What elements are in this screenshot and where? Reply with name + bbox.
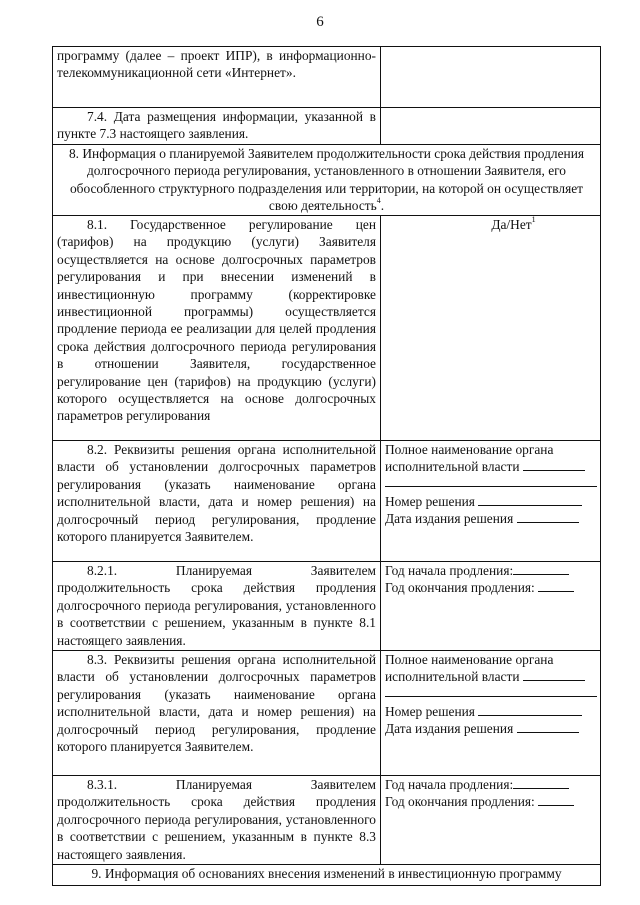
- field-label: исполнительной власти: [385, 459, 520, 475]
- section-9-header: [53, 865, 601, 886]
- table-row: [53, 776, 601, 865]
- row-text: программу (далее – проект ИПР), в информационно-телекоммуникационной сети «Интернет».: [53, 47, 381, 107]
- table-row: [53, 47, 601, 108]
- row-8-2-text: 8.2. Реквизиты решения органа исполнительной власти об установлении долгосрочных параметров регулирования (указать наименование органа исполнительной власти, дата и номер решения) на долгосрочный период регулирования, продление которого планируется Заявителем.: [53, 441, 381, 561]
- field-label: Год начала продления:: [385, 563, 514, 578]
- field-label: Полное наименование органа: [385, 652, 554, 667]
- start-year-field[interactable]: [513, 776, 569, 789]
- decision-number-field[interactable]: [478, 703, 582, 716]
- org-name-field-line[interactable]: [385, 476, 597, 487]
- footnote-ref: 4: [376, 196, 381, 206]
- org-name-field-line[interactable]: [385, 686, 597, 697]
- table-row: [53, 108, 601, 145]
- table-row: [53, 441, 601, 562]
- row-8-1-text: 8.1. Государственное регулирование цен (тарифов) на продукцию (услуги) Заявителя осуществляется на основе долгосрочных параметров регулирования и при внесении изменений в инвестиционную программу (корректировке инвестиционной программы) осуществляется продление периода ее реализации для целей продления срока действия долгосрочного периода регулирования в отношении Заявителя, государственное регулирование цен (тарифов) на продукцию (услуги) которого осуществляется на основе долгосрочных параметров регулирования: [53, 216, 381, 440]
- footnote-ref: 1: [531, 215, 536, 224]
- end-year-field[interactable]: [538, 579, 574, 592]
- field-label: Год окончания продления:: [385, 794, 535, 810]
- field-label: Дата издания решения: [385, 511, 514, 527]
- row-8-3-text: 8.3. Реквизиты решения органа исполнительной власти об установлении долгосрочных параметров регулирования (указать наименование органа исполнительной власти, дата и номер решения) на долгосрочный период регулирования, продление которого планируется Заявителем.: [53, 651, 381, 775]
- decision-number-field[interactable]: [478, 493, 582, 506]
- section-8-title: 8. Информация о планируемой Заявителем продолжительности срока действия продления долгосрочного периода регулирования, установленного в отношении Заявителя, его обособленного структурного подразделения или территории, на которой он осуществляет свою деятельность$^4$.: [53, 145, 601, 215]
- field-label: Номер решения: [385, 703, 475, 719]
- start-year-field[interactable]: [513, 562, 569, 575]
- row-8-2-1-text: 8.2.1. Планируемая Заявителем продолжительность срока действия продления долгосрочного периода регулирования, установленного в соответствии с решением, указанным в пункте 8.1 настоящего заявления.: [53, 562, 381, 650]
- row-8-3-1-text: 8.3.1. Планируемая Заявителем продолжительность срока действия продления долгосрочного периода регулирования, установленного в соответствии с решением, указанным в пункте 8.3 настоящего заявления.: [53, 776, 381, 864]
- section-8-header: [53, 145, 601, 216]
- section-9-title: 9. Информация об основаниях внесения изменений в инвестиционную программу: [53, 865, 601, 885]
- period-fields: [381, 562, 601, 650]
- field-label: Дата издания решения: [385, 721, 514, 737]
- answer-cell[interactable]: [381, 47, 601, 107]
- row-7-4-text: 7.4. Дата размещения информации, указанной в пункте 7.3 настоящего заявления.: [53, 108, 381, 144]
- field-label: исполнительной власти: [385, 669, 520, 685]
- decision-date-field[interactable]: [517, 510, 579, 523]
- decision-fields: [381, 651, 601, 775]
- table-row: [53, 651, 601, 776]
- table-row: [53, 562, 601, 651]
- org-name-field[interactable]: [523, 668, 585, 681]
- field-label: Полное наименование органа: [385, 442, 554, 457]
- org-name-field[interactable]: [523, 458, 585, 471]
- yes-no-answer: Да/Нет: [491, 217, 532, 232]
- field-label: Год окончания продления:: [385, 580, 535, 596]
- decision-date-field[interactable]: [517, 720, 579, 733]
- answer-cell[interactable]: [381, 108, 601, 144]
- answer-cell[interactable]: [381, 216, 601, 440]
- period-fields: [381, 776, 601, 864]
- page-number: 6: [316, 14, 324, 30]
- field-label: Номер решения: [385, 493, 475, 509]
- end-year-field[interactable]: [538, 793, 574, 806]
- application-table: [52, 46, 601, 886]
- decision-fields: [381, 441, 601, 561]
- table-row: [53, 216, 601, 441]
- field-label: Год начала продления:: [385, 777, 514, 792]
